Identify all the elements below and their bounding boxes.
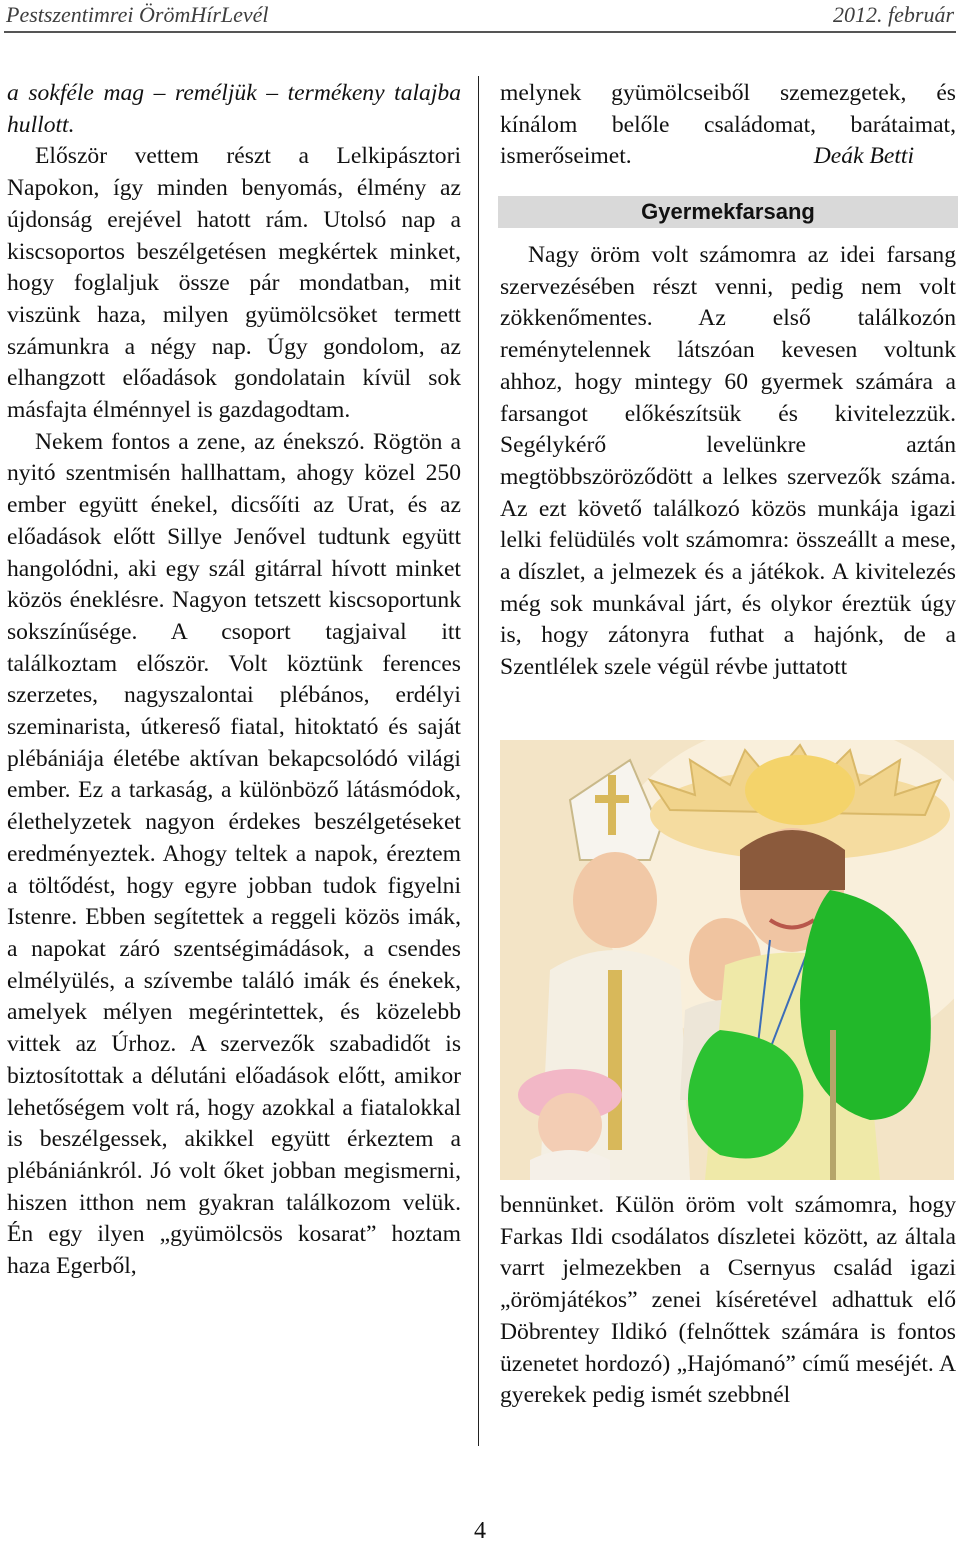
section-heading: Gyermekfarsang bbox=[498, 196, 958, 228]
paragraph-farsang-continued: bennünket. Külön öröm volt számomra, hogy Farkas Ildi csodálatos díszletei között, az általa varrt jelmezekben a Csernyus család igazi „örömjátékos” zenei kíséretével adhattuk elő Döbrentey Ildikó (felnőttek számára is fontos üzenetet hordozó) „Hajómanó” című meséjét. A gyerekek pedig ismét szebbnél bbox=[500, 1192, 956, 1409]
toddler-face bbox=[538, 1093, 602, 1157]
bishop-child-face bbox=[573, 852, 657, 948]
header-rule bbox=[4, 31, 956, 33]
paragraph-continuation bbox=[500, 78, 956, 173]
issue-date: 2012. február bbox=[833, 2, 954, 27]
right-column-top bbox=[500, 78, 956, 173]
leaf-stem bbox=[830, 1030, 836, 1180]
carnival-photo bbox=[500, 740, 954, 1180]
mitre-cross-vertical bbox=[608, 775, 616, 835]
column-divider bbox=[478, 76, 479, 1446]
left-column bbox=[7, 78, 461, 1283]
carnival-photo-illustration bbox=[500, 740, 954, 1180]
intro-fragment: a sokféle mag – reméljük – termékeny talajba hullott. bbox=[7, 80, 461, 138]
right-column-article bbox=[500, 240, 956, 684]
page-number: 4 bbox=[474, 1518, 486, 1544]
page-header bbox=[0, 0, 960, 34]
paragraph-zene: Nekem fontos a zene, az énekszó. Rögtön a nyitó szentmisén hallhattam, ahogy közel 250 ember együtt énekel, dicsőíti az Urat, és az előadások előtt Sillye Jenővel tudtunk együtt hangolódni, aki egy szál gitárral hívott minket közös éneklésre. Nagyon tetszett kiscsoportunk sokszínűsége. A csoport tagjaival itt találkoztam először. Volt köztünk ferences szerzetes, nagyszalontai plébános, erdélyi szeminarista, útkereső fiatal, hitoktató és saját plébániája életébe aktívan bekapcsolódó világi ember. Ez a tarkaság, a különböző látásmódok, élethelyzetek nagyon érdekes beszélgetéseket eredményeztek. Ahogy teltek a napok, éreztem a töltődést, hogy egyre jobban tudok figyelni Istenre. Ebben segítettek a reggeli közös imák, a napokat záró szentségimádások, a csendes elmélyülés, a szívembe találó imák és énekek, amelyek mélyen megérintettek, és közelebb vittek az Úrhoz. A szervezők szabadidőt is biztosítottak a délutáni előadások előtt, amikor lehetőségem volt rá, hogy azokkal a fiatalokkal is beszélgessek, akikkel együtt érkeztem a plébániánkról. Jó volt őket jobban megismerni, hiszen itthon nem gyakran találkozom velük. Én egy ilyen „gyümölcsös kosarat” hoztam haza Egerből, bbox=[7, 428, 461, 1280]
paragraph-farsang: Nagy öröm volt számomra az idei farsang szervezésében részt venni, pedig nem volt zökkenőmentes. Az első találkozón reménytelennek látszóan kevesen voltunk ahhoz, hogy mintegy 60 gyermek számára a farsangot előkészítsük és kivitelezzük. Segélykérő levelünkre aztán megtöbbszöröződött a lelkes szervezők száma. Az ezt követő találkozó közös munkája igazi lelki felüdülés volt számomra: összeállt a mese, a díszlet, a jelmezek és a játékok. A kivitelezés még sok munkával járt, és olykor éreztük úgy is, hogy zátonyra futhat a hajónk, de a Szentlélek szele végül révbe juttatott bbox=[500, 242, 956, 681]
author-signature: Deák Betti bbox=[813, 143, 914, 170]
continuation-text: melynek gyümölcseiből szemezgetek, és kínálom belőle családomat, barátaimat, ismerőseimet. bbox=[500, 80, 956, 170]
paragraph-lelkipasztori-napok: Először vettem részt a Lelkipásztori Napokon, így minden benyomás, élmény az újdonság erejével hatott rám. Utolsó nap a kiscsoportos beszélgetésen megkértek minket, hogy foglaljuk össze pár mondatban, mit viszünk haza, milyen gyümölcsöket termett számunkra a négy nap. Úgy gondolom, az elhangzott előadások gondolatain kívül sok másfajta élménnyel is gazdagodtam. bbox=[7, 143, 461, 424]
robe-stole bbox=[608, 970, 622, 1150]
right-column-bottom bbox=[500, 1190, 956, 1412]
publication-title: Pestszentimrei ÖrömHírLevél bbox=[6, 2, 269, 27]
mitre-cross-horizontal bbox=[595, 795, 629, 803]
